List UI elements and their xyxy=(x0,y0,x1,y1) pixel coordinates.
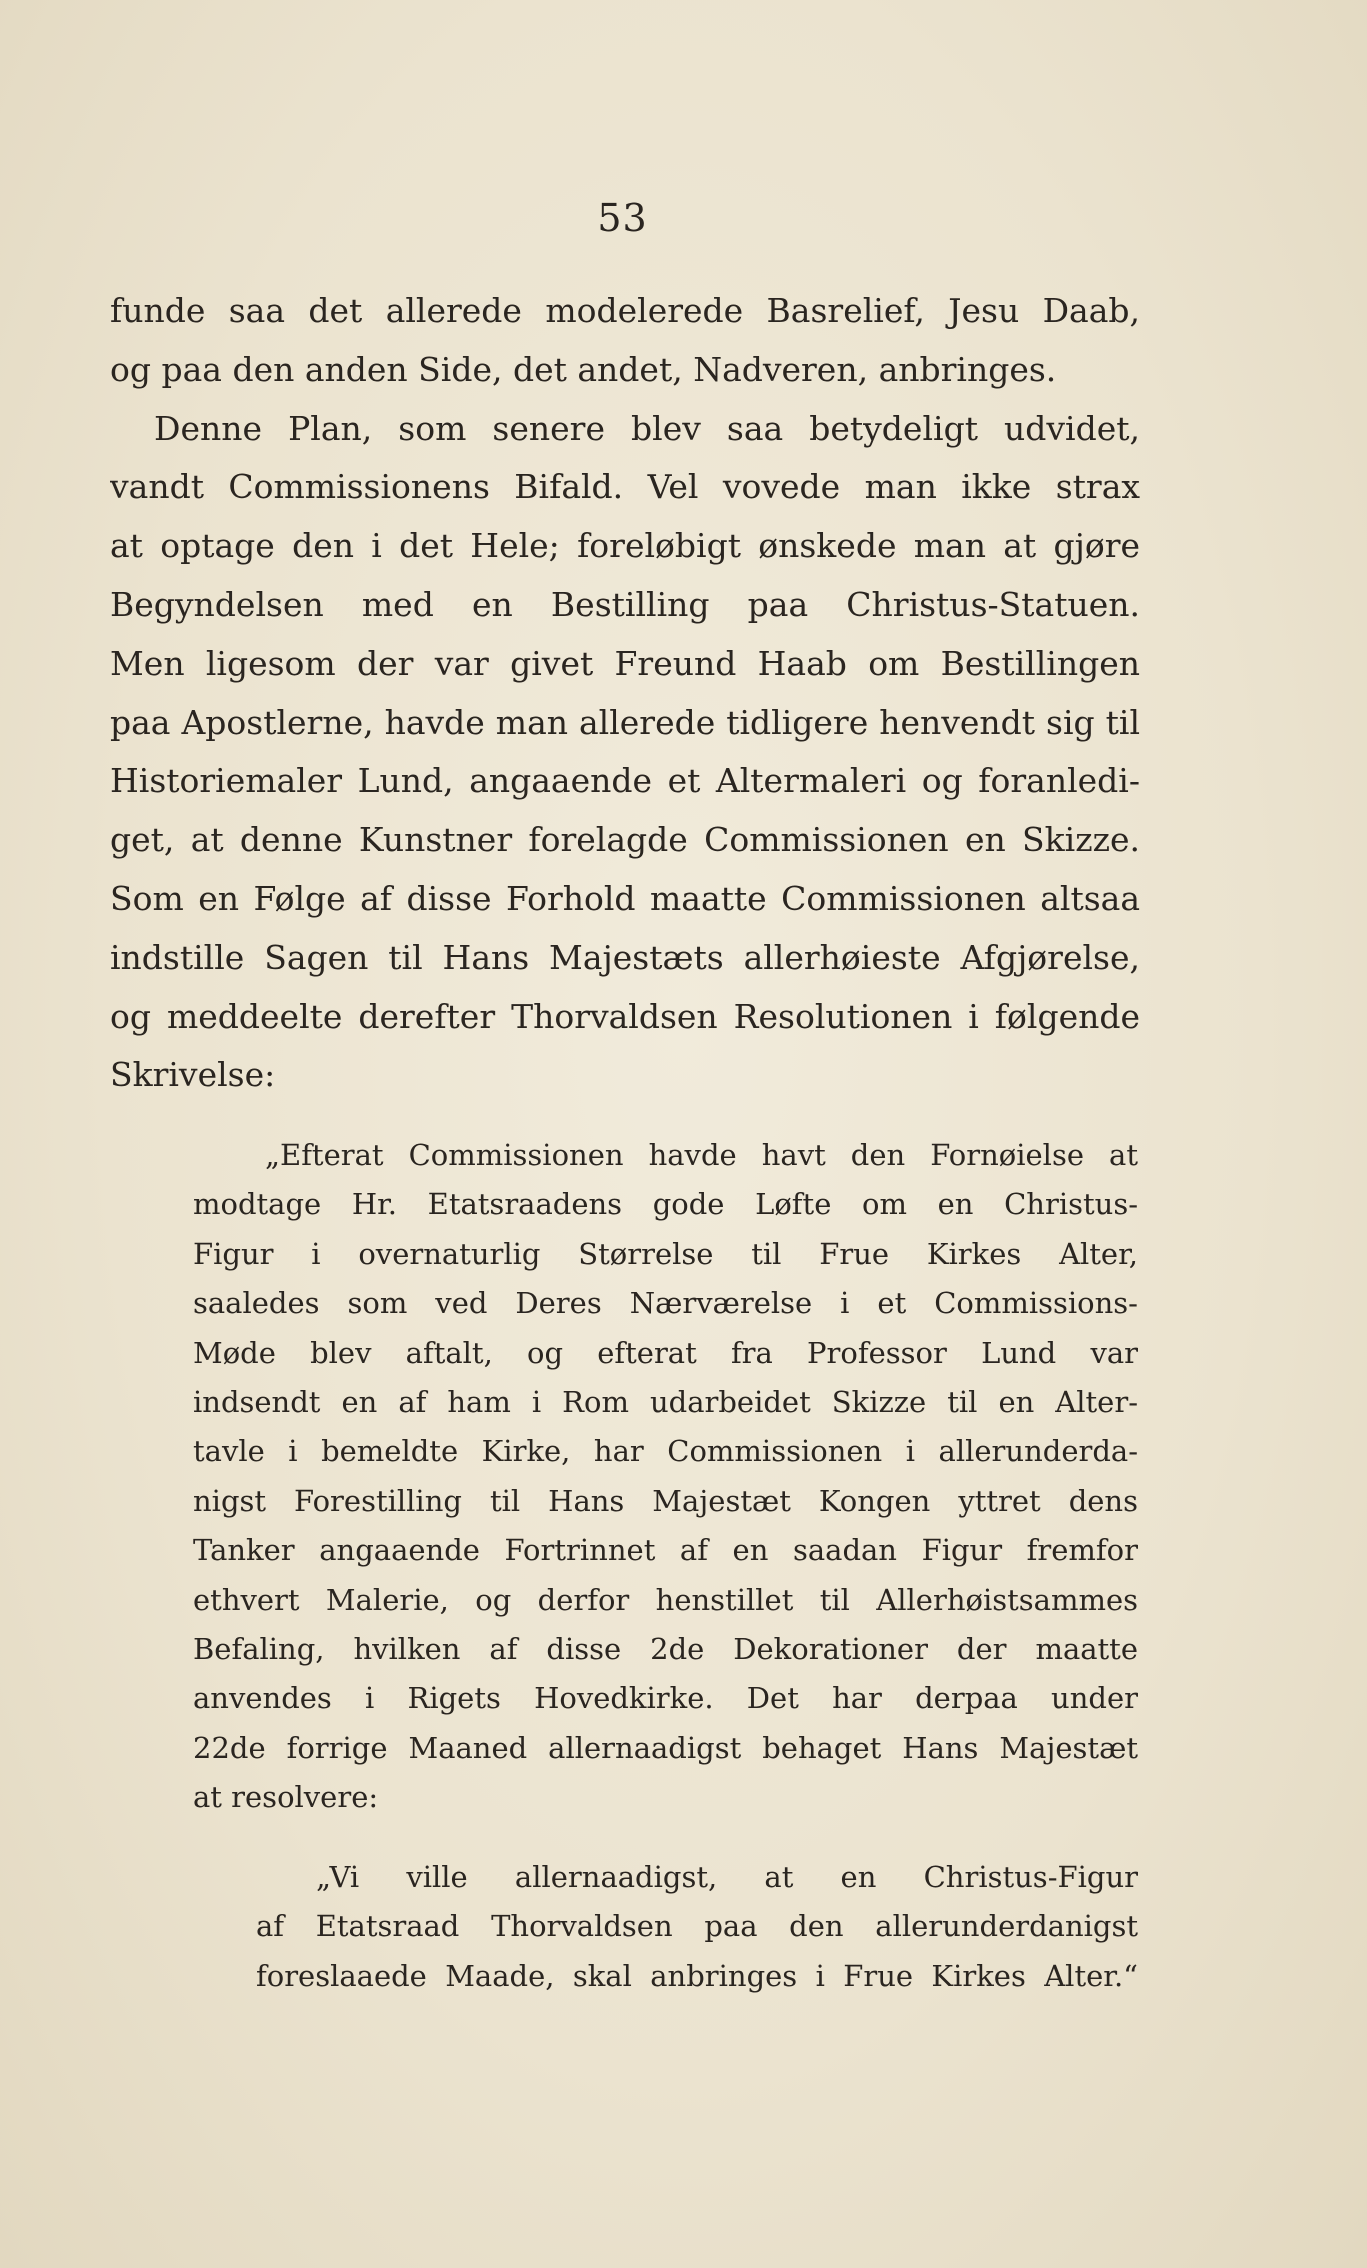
text-line: funde saa det allerede modelerede Basrelief, Jesu Daab, xyxy=(110,291,1140,330)
text-line: Historiemaler Lund, angaaende et Altermaleri og foranledi- xyxy=(110,761,1140,801)
text-line: Begyndelsen med en Bestilling paa Christus-Statuen. xyxy=(110,584,1140,624)
quote-line: Figur i overnaturlig Størrelse til Frue Kirkes Alter, xyxy=(193,1236,1138,1271)
text-line: og paa den anden Side, det andet, Nadveren, anbringes. xyxy=(110,349,1057,389)
royal-resolution xyxy=(256,1853,1138,2001)
quote-line: Møde blev aftalt, og efterat fra Professor Lund var xyxy=(193,1335,1138,1370)
quoted-letter xyxy=(193,1131,1138,1822)
quote-line: nigst Forestilling til Hans Majestæt Kongen yttret dens xyxy=(193,1483,1138,1518)
text-line: Som en Følge af disse Forhold maatte Commissionen altsaa xyxy=(110,878,1140,918)
quote-line: „Efterat Commissionen havde havt den Fornøielse at xyxy=(265,1138,1138,1172)
main-paragraph xyxy=(110,282,1140,1105)
quote-line: saaledes som ved Deres Nærværelse i et Commissions- xyxy=(193,1286,1138,1321)
text-line: vandt Commissionens Bifald. Vel vovede man ikke strax xyxy=(110,467,1140,507)
page-number: 53 xyxy=(597,196,648,240)
quote-line: Befaling, hvilken af disse 2de Dekorationer der maatte xyxy=(193,1631,1138,1666)
quote-line: ethvert Malerie, og derfor henstillet til Allerhøistsammes xyxy=(193,1582,1138,1617)
text-line: get, at denne Kunstner forelagde Commissionen en Skizze. xyxy=(110,820,1140,860)
text-line: Denne Plan, som senere blev saa betydeligt udvidet, xyxy=(154,408,1140,448)
quote-line: tavle i bemeldte Kirke, har Commissionen i allerunderda- xyxy=(193,1434,1138,1469)
text-line: at optage den i det Hele; foreløbigt ønskede man at gjøre xyxy=(110,526,1140,566)
text-line: paa Apostlerne, havde man allerede tidligere henvendt sig til xyxy=(110,702,1140,742)
quote-line: Tanker angaaende Fortrinnet af en saadan Figur fremfor xyxy=(193,1533,1138,1568)
resolution-line: foreslaaede Maade, skal anbringes i Frue Kirkes Alter.“ xyxy=(256,1958,1138,1993)
text-line: Skrivelse: xyxy=(110,1055,276,1095)
resolution-line: „Vi ville allernaadigst, at en Christus-Figur xyxy=(316,1860,1138,1894)
resolution-line: af Etatsraad Thorvaldsen paa den allerunderdanigst xyxy=(256,1909,1138,1944)
text-line: Men ligesom der var givet Freund Haab om Bestillingen xyxy=(110,643,1140,683)
quote-line: at resolvere: xyxy=(193,1780,379,1815)
text-line: indstille Sagen til Hans Majestæts allerhøieste Afgjørelse, xyxy=(110,937,1140,977)
quote-line: modtage Hr. Etatsraadens gode Løfte om en Christus- xyxy=(193,1187,1138,1222)
quote-line: anvendes i Rigets Hovedkirke. Det har derpaa under xyxy=(193,1681,1138,1716)
text-line: og meddeelte derefter Thorvaldsen Resolutionen i følgende xyxy=(110,996,1140,1036)
quote-line: 22de forrige Maaned allernaadigst behaget Hans Majestæt xyxy=(193,1730,1138,1765)
quote-line: indsendt en af ham i Rom udarbeidet Skizze til en Alter- xyxy=(193,1384,1138,1419)
